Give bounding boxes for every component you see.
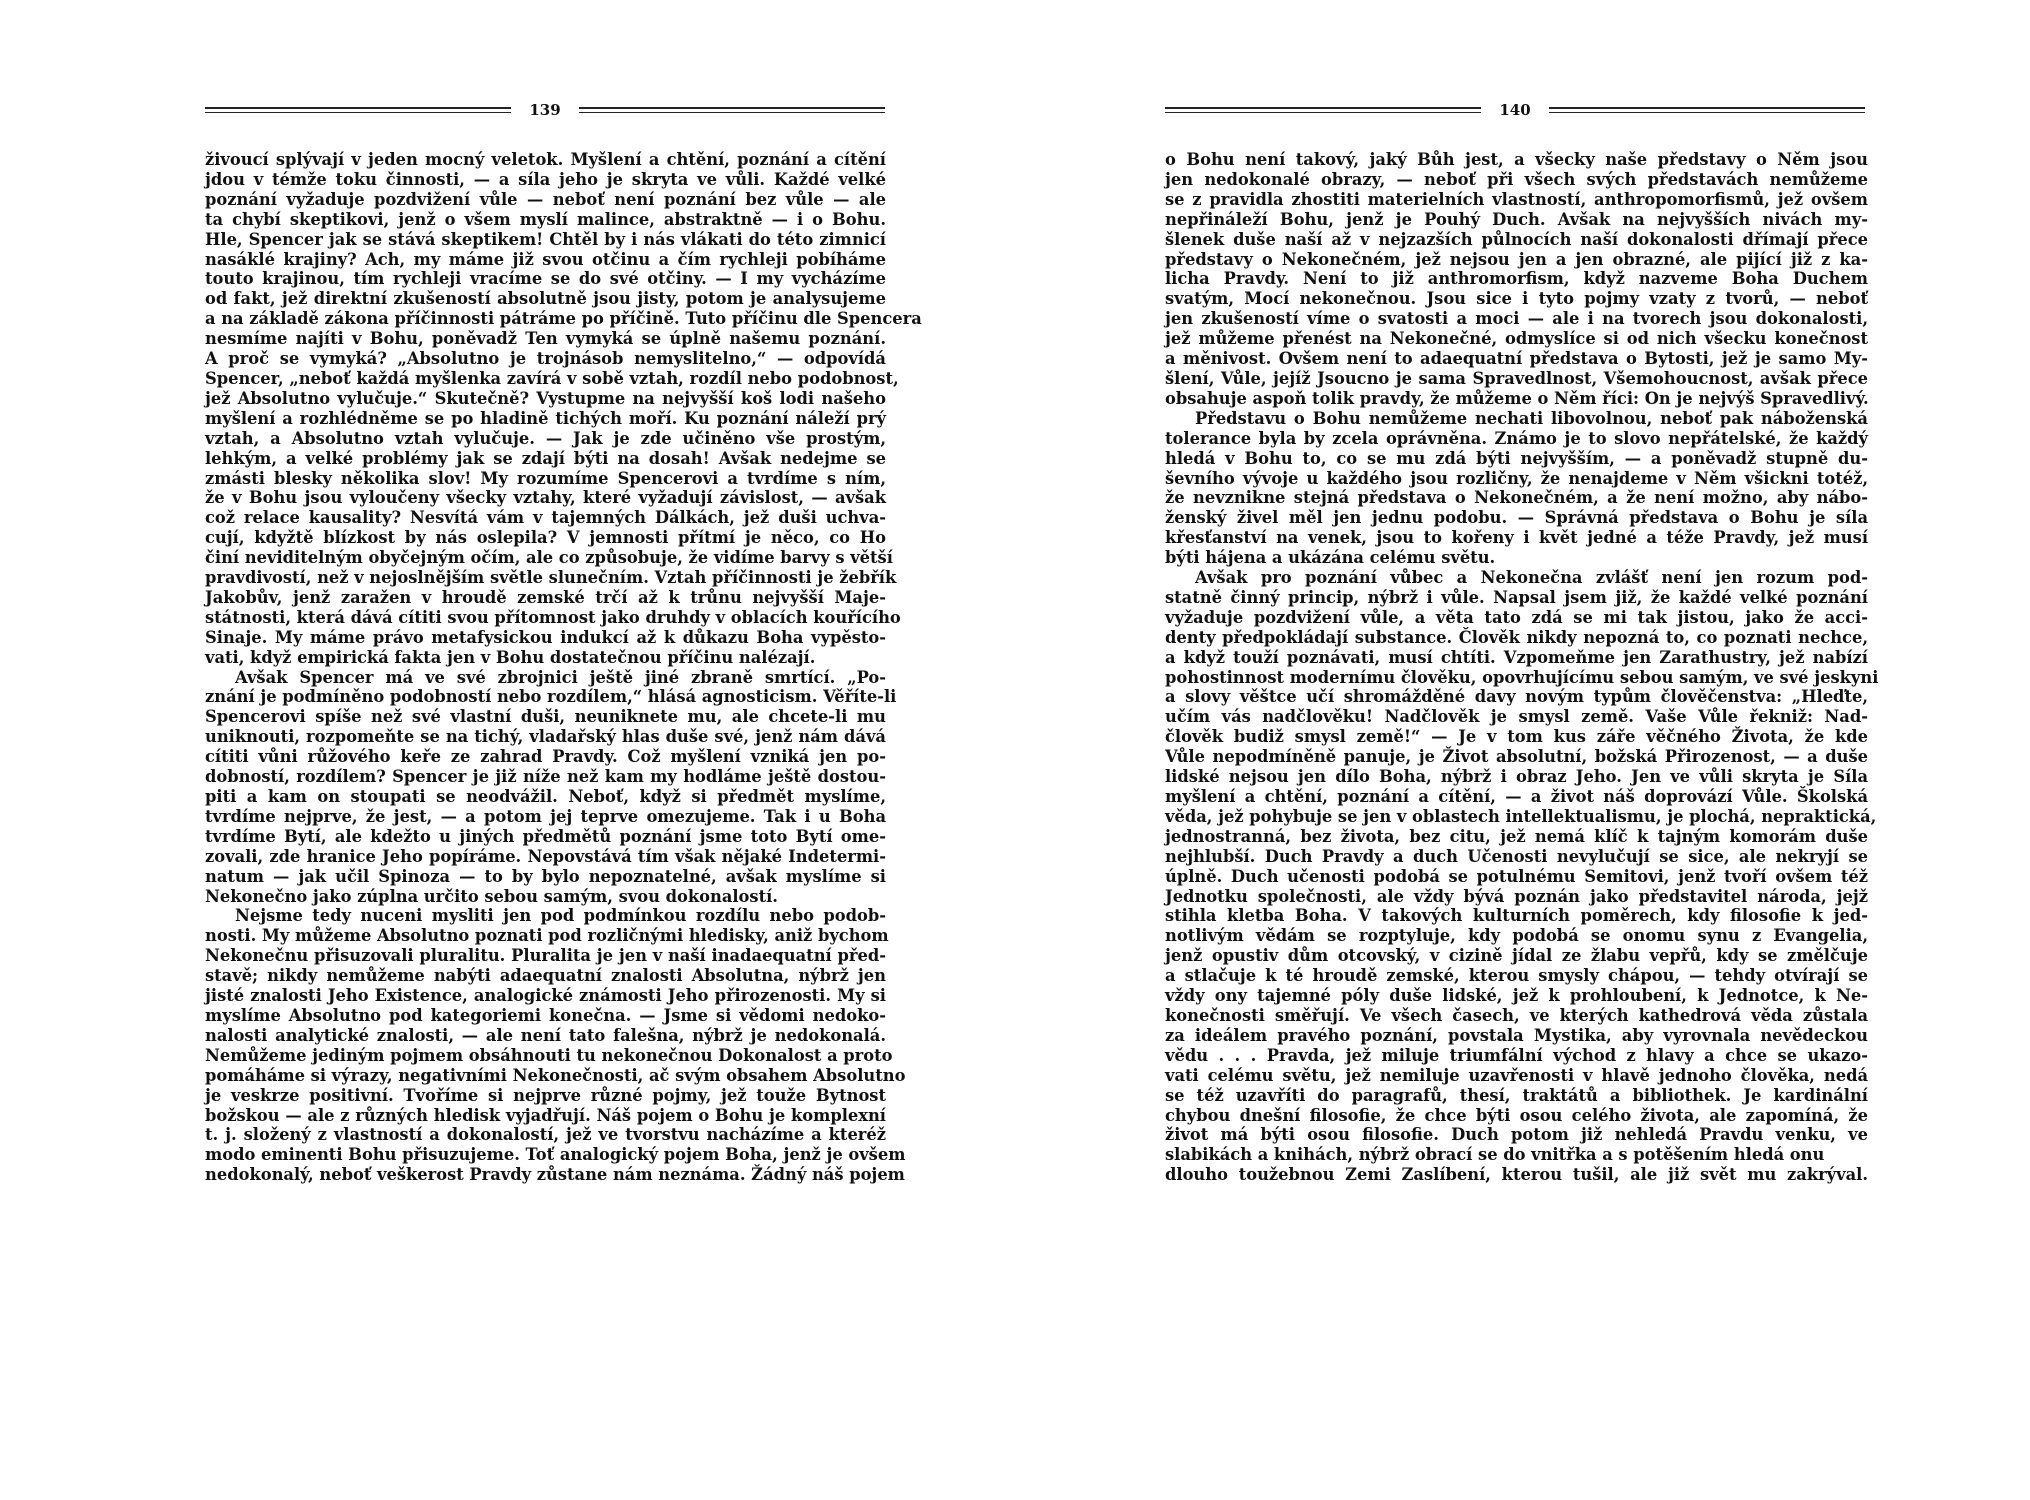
text-line: živoucí splývají v jeden mocný veletok. Myšlení a chtění, poznání a cítění [205, 150, 886, 169]
text-line: Nekonečno jako zúplna určito sebou samým, svou dokonalostí. [205, 886, 778, 906]
text-line: pomáháme si výrazy, negativními Nekonečnosti, ač svým obsahem Absolutno [205, 1065, 906, 1085]
text-line: křesťanství na venek, jsou to kořeny i květ jedné a téže Pravdy, jež musí [1165, 528, 1868, 548]
text-line: se z pravidla zhostiti materielních vlastností, anthropomorfismů, jež ovšem [1165, 189, 1868, 209]
text-line: ševního vývoje u každého jsou rozličny, že nenajdeme v Něm všickni totéž, [1165, 468, 1868, 488]
text-line: jisté znalosti Jeho Existence, analogické známosti Jeho přirozenosti. My si [205, 986, 886, 1006]
text-line: statně činný princip, nýbrž i vůle. Napsal jsem již, že každé velké poznání [1165, 587, 1868, 607]
text-line: člověk budiž smysl země!“ — Je v tom kus záře věčného Života, že kde [1165, 727, 1868, 747]
text-line: svatým, Mocí nekonečnou. Jsou sice i tyto pojmy vzaty z tvorů, — neboť [1165, 289, 1868, 309]
text-line: život má býti osou filosofie. Duch potom již nehledá Pravdu venku, ve [1165, 1125, 1868, 1145]
text-line: jdou v témže toku činnosti, — a síla jeho je skryta ve vůli. Každé velké [205, 169, 886, 189]
text-line: Nejsme tedy nuceni mysliti jen pod podmínkou rozdílu nebo podob- [235, 906, 886, 926]
text-line: Nekonečnu přisuzovali pluralitu. Pluralita je jen v naší inadaequatní před- [205, 946, 886, 966]
header-rule-right [579, 107, 885, 113]
text-line: nalosti analytické znalosti, — ale není tato falešna, nýbrž je nedokonalá. [205, 1025, 886, 1045]
header-rule-left [205, 107, 511, 113]
text-line: Jednotku společnosti, ale vždy bývá poznán jako představitel národa, jejž [1165, 886, 1868, 906]
text-line: licha Pravdy. Není to již anthromorfism, když nazveme Boha Duchem [1165, 269, 1868, 289]
text-line: Hle, Spencer jak se stává skeptikem! Chtěl by i nás vlákati do této zimnicí [205, 229, 886, 249]
text-line: státnosti, která dává cítiti svou přítomnost jako druhdy v oblacích kouřícího [205, 607, 901, 627]
text-line: hledá v Bohu to, co se mu zdá býti nejvyšším, — a poněvadž stupně du- [1165, 448, 1868, 468]
text-line: vztah, a Absolutno vztah vylučuje. — Jak je zde učiněno vše prostým, [205, 428, 886, 448]
text-line: lehkým, a velké problémy jak se zdají býti na dosah! Avšak nedejme se [205, 448, 886, 468]
text-line: myšlení a rozhlédněme se po hladině tichých moří. Ku poznání náleží prý [205, 408, 886, 428]
text-line: chybou dnešní filosofie, že chce býti osou celého života, ale zapomíná, že [1165, 1105, 1868, 1125]
text-line: cují, kdyžtě blízkost by nás oslepila? V jemnosti přítmí je něco, co Ho [205, 528, 886, 548]
text-line: Jakobův, jenž zaražen v hroudě zemské trčí až k trůnu nejvyšší Maje- [205, 587, 886, 607]
text-line: lidské nejsou jen dílo Boha, nýbrž i obraz Jeho. Jen ve vůli skryta je Síla [1165, 767, 1868, 787]
text-line: natum — jak učil Spinoza — to by bylo nepoznatelné, avšak myslíme si [205, 866, 886, 886]
text-line: učím vás nadčlověku! Nadčlověk je smysl země. Vaše Vůle řekniž: Nad- [1165, 707, 1868, 727]
text-line: šlenek duše naší až v nejzazších půlnocích naší dokonalosti dřímají přece [1165, 229, 1868, 249]
text-line: dlouho toužebnou Zemi Zaslíbení, kterou tušil, ale již svět mu zakrýval. [1165, 1165, 1868, 1185]
text-line: nosti. My můžeme Absolutno poznati pod rozličnými hledisky, aniž bychom [205, 926, 889, 946]
text-line: jen nedokonalé obrazy, — neboť při všech svých představách nemůžeme [1165, 169, 1868, 189]
text-line: pravdivostí, než v nejoslnějším světle slunečním. Vztah příčinnosti je žebřík [205, 568, 897, 588]
text-line: tvrdíme Bytí, ale kdežto u jiných předmětů poznání jsme toto Bytí ome- [205, 826, 886, 846]
text-line: jež můžeme přenést na Nekonečné, odmyslíce si od nich všecku konečnost [1165, 329, 1868, 349]
left-page-header [205, 98, 885, 122]
text-line: piti a kam on stoupati se neodvážil. Neboť, když si předmět myslíme, [205, 787, 886, 806]
text-line: Sinaje. My máme právo metafysickou indukcí až k důkazu Boha vypěsto- [205, 627, 886, 647]
text-line: slabikách a knihách, nýbrž obrací se do vnitřka a s potěšením hledá onu [1165, 1145, 1825, 1165]
text-line: že nevznikne stejná představa o Nekonečném, a že není možno, aby nábo- [1165, 488, 1868, 508]
text-line: ta chybí skeptikovi, jenž o všem myslí malince, abstraktně — i o Bohu. [205, 209, 886, 229]
text-line: vyžaduje pozdvižení vůle, a věta tato zdá se mi tak jistou, jako že acci- [1165, 607, 1868, 627]
text-line: a měnivost. Ovšem není to adaequatní představa o Bytosti, jež je samo My- [1165, 349, 1868, 369]
text-line: cítiti vůni růžového keře ze zahrad Pravdy. Což myšlení vzniká jen po- [205, 747, 886, 767]
text-line: Spencer, „neboť každá myšlenka zavírá v sobě vztah, rozdíl nebo podobnost, [205, 368, 899, 388]
text-line: úplně. Duch učenosti podobá se potulnému Semitovi, jenž tvoří ovšem též [1165, 866, 1868, 886]
right-page-text [1165, 150, 1879, 1185]
text-line: Představu o Bohu nemůžeme nechati libovolnou, neboť pak náboženská [1195, 408, 1868, 428]
right-page [1030, 0, 2030, 1500]
text-line: nasáklé krajiny? Ach, my máme již svou otčinu a čím rychleji pobíháme [205, 249, 886, 269]
text-line: Vůle nepodmíněně panuje, je Život absolutní, božská Přirozenost, — a duše [1165, 747, 1868, 767]
text-line: t. j. složený z vlastností a dokonalostí, jež ve tvorstvu nacházíme a kteréž [205, 1125, 886, 1145]
text-line: za ideálem pravého poznání, povstala Mystika, aby vyrovnala nevědeckou [1165, 1025, 1868, 1045]
text-line: tolerance byla by zcela oprávněna. Známo je to slovo nepřátelské, že každý [1165, 428, 1868, 448]
left-page-text [205, 150, 922, 1185]
text-line: je veskrze positivní. Tvoříme si nejprve různé pojmy, jež touže Bytnost [205, 1085, 886, 1105]
text-line: zovali, zde hranice Jeho popíráme. Nepovstává tím však nějaké Indetermi- [205, 846, 886, 866]
text-line: vati celému světu, jež nemiluje uzavřenosti v hlavě jednoho člověka, nedá [1165, 1065, 1868, 1085]
text-line: poznání vyžaduje pozdvižení vůle — neboť není poznání bez vůle — ale [205, 189, 886, 209]
text-line: o Bohu není takový, jaký Bůh jest, a všecky naše představy o Něm jsou [1165, 150, 1868, 169]
text-line: nepřináleží Bohu, jenž je Pouhý Duch. Avšak na nejvyšších nivách my- [1165, 209, 1868, 229]
text-line: jenž opustiv dům otcovský, v cizině jídal ze žlabu vepřů, kdy se změlčuje [1165, 946, 1868, 966]
text-line: myšlení a chtění, poznání a cítění, — a život náš doprovází Vůle. Školská [1165, 787, 1868, 806]
left-page [0, 0, 1000, 1500]
text-line: což relace kausality? Nesvítá vám v tajemných Dálkách, jež duši uchva- [205, 508, 886, 528]
text-line: Avšak Spencer má ve své zbrojnici ještě jiné zbraně smrtící. „Po- [235, 667, 886, 687]
page-number: 140 [1499, 101, 1531, 119]
text-line: vždy ony tajemné póly duše lidské, jež k prohloubení, k Jednotce, k Ne- [1165, 986, 1868, 1006]
text-line: činí neviditelným obyčejným očím, ale co způsobuje, že vidíme barvy s větší [205, 548, 893, 568]
text-line: myslíme Absolutno pod kategoriemi konečna. — Jsme si vědomi nedoko- [205, 1005, 886, 1025]
text-line: Avšak pro poznání vůbec a Nekonečna zvlášť není jen rozum pod- [1195, 568, 1868, 588]
text-line: konečnosti směřují. Ve všech časech, ve kterých kathedrová věda zůstala [1165, 1005, 1868, 1025]
text-line: A proč se vymyká? „Absolutno je trojnásob nemyslitelno,“ — odpovídá [205, 349, 886, 369]
text-line: notlivým vědám se rozptyluje, kdy podobá se onomu synu z Evangelia, [1165, 926, 1868, 946]
text-line: nedokonalý, neboť veškerost Pravdy zůstane nám neznáma. Žádný náš pojem [205, 1165, 905, 1185]
text-line: jednostranná, bez života, bez citu, jež nemá klíč k tajným komorám duše [1165, 826, 1868, 846]
text-line: Spencerovi spíše než své vlastní duši, neuniknete mu, ale chcete-li mu [205, 707, 886, 727]
header-rule-left [1165, 107, 1481, 113]
text-line: vati, když empirická fakta jen v Bohu dostatečnou příčinu nalézají. [205, 647, 816, 667]
text-line: představy o Nekonečném, jež nejsou jen a jen obrazné, ale pijící již z ka- [1165, 249, 1868, 269]
text-line: vědu . . . Pravda, jež miluje triumfální východ z hlavy a chce se ukazo- [1165, 1045, 1868, 1065]
text-line: modo eminenti Bohu přisuzujeme. Toť analogický pojem Boha, jenž je ovšem [205, 1145, 906, 1165]
text-line: nesmíme najíti v Bohu, poněvadž Ten vymyká se úplně našemu poznání. [205, 329, 886, 349]
text-line: jež Absolutno vylučuje.“ Skutečně? Vystupme na nejvyšší koš lodi našeho [205, 388, 886, 408]
text-line: znání je podmíněno podobností nebo rozdílem,“ hlásá agnosticism. Věříte-li [205, 687, 897, 707]
page-number: 139 [529, 101, 561, 119]
text-line: obsahuje aspoň tolik pravdy, že můžeme o Něm říci: On je nejvýš Spravedlivý. [1165, 388, 1869, 408]
text-line: dobností, rozdílem? Spencer je již níže než kam my hodláme ještě dostou- [205, 767, 886, 787]
text-line: pohostinnost modernímu člověku, opovrhujícímu sebou samým, ve své jeskyni [1165, 667, 1879, 687]
text-line: Nemůžeme jediným pojmem obsáhnouti tu nekonečnou Dokonalost a proto [205, 1045, 893, 1065]
text-line: věda, jež pohybuje se jen v oblastech intellektualismu, je plochá, nepraktická, [1165, 806, 1877, 826]
text-line: jen zkušeností víme o svatosti a moci — ale i na tvorech jsou dokonalosti, [1165, 309, 1868, 329]
text-line: božskou — ale z různých hledisk vyjadřují. Náš pojem o Bohu je komplexní [205, 1105, 886, 1125]
text-line: touto krajinou, tím rychleji vracíme se do své otčiny. — I my vycházíme [205, 269, 886, 289]
text-line: šlení, Vůle, jejíž Jsoucno je sama Spravedlnost, Všemohoucnost, avšak přece [1165, 368, 1868, 388]
text-line: nejhlubší. Duch Pravdy a duch Učenosti nevylučují se sice, ale nekryjí se [1165, 846, 1868, 866]
text-line: a stlačuje k té hroudě zemské, kterou smysly chápou, — tehdy otvírají se [1165, 966, 1868, 986]
text-line: tvrdíme nejprve, že jest, — a potom jej teprve omezujeme. Tak i u Boha [205, 806, 886, 826]
text-line: a slovy věštce učí shromážděné davy novým typům člověčenstva: „Hleďte, [1165, 687, 1868, 707]
text-line: zmásti blesky několika slov! My rozumíme Spencerovi a tvrdíme s ním, [205, 468, 886, 488]
text-line: od fakt, jež direktní zkušeností absolutně jsou jisty, potom je analysujeme [205, 289, 886, 309]
text-line: a na základě zákona příčinnosti pátráme po příčině. Tuto příčinu dle Spencera [205, 309, 922, 329]
text-line: uniknouti, rozpomeňte se na tichý, vladařský hlas duše své, jenž nám dává [205, 727, 886, 747]
text-line: se též uzavříti do paragrafů, thesí, traktátů a bibliothek. Je kardinální [1165, 1085, 1868, 1105]
text-line: býti hájena a ukázána celému světu. [1165, 548, 1496, 568]
text-line: ženský živel měl jen jednu podobu. — Správná představa o Bohu je síla [1165, 508, 1868, 528]
right-page-header [1165, 98, 1865, 122]
header-rule-right [1549, 107, 1865, 113]
text-line: a když touží poznávati, musí chtíti. Vzpomeňme jen Zarathustry, jež nabízí [1165, 647, 1868, 667]
text-line: stihla kletba Boha. V takových kulturních poměrech, kdy filosofie k jed- [1165, 906, 1868, 926]
text-line: že v Bohu jsou vyloučeny všecky vztahy, které vyžadují závislost, — avšak [205, 488, 886, 508]
text-line: stavě; nikdy nemůžeme nabýti adaequatní znalosti Absolutna, nýbrž jen [205, 966, 886, 986]
text-line: denty předpokládají substance. Člověk nikdy nepozná to, co poznati nechce, [1165, 627, 1868, 647]
